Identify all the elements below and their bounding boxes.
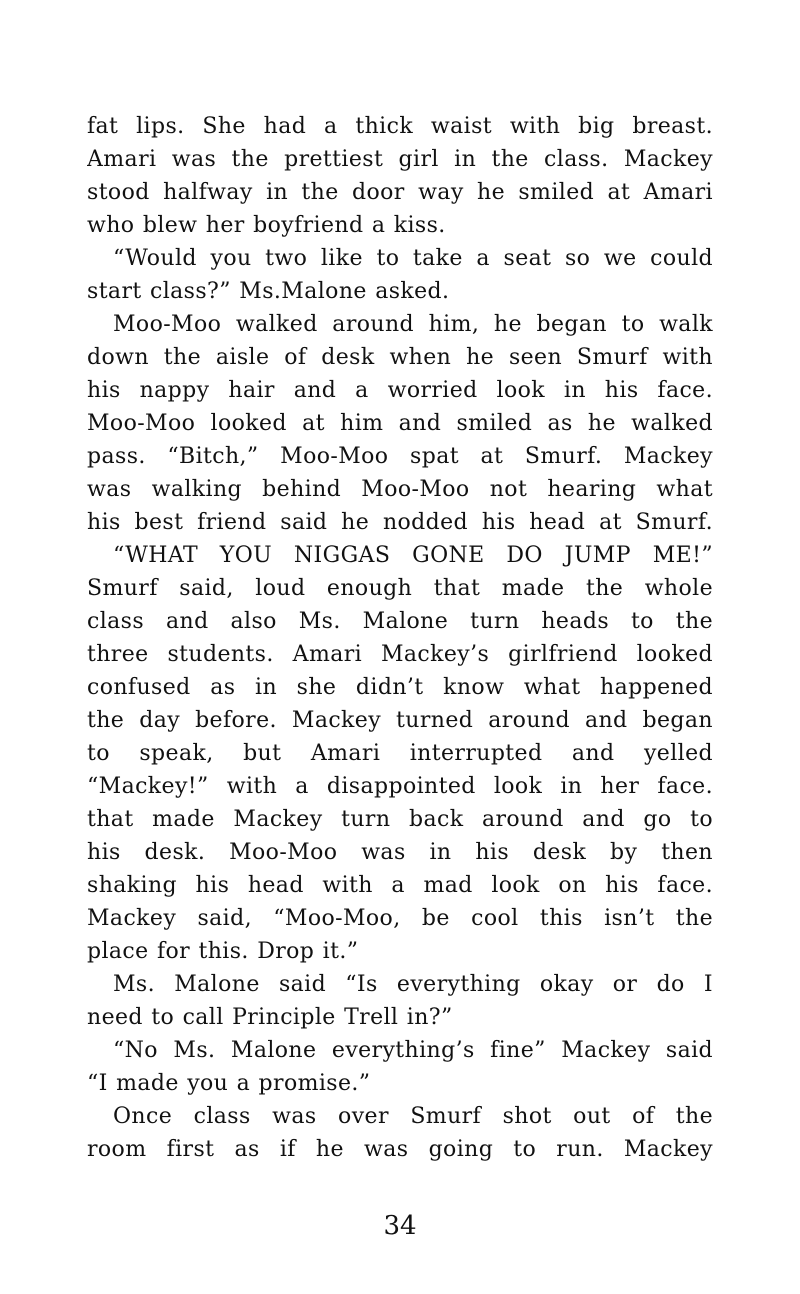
body-text xyxy=(87,110,713,1166)
text-line: to speak, but Amari interrupted and yelled xyxy=(87,741,713,766)
text-line: his best friend said he nodded his head at Smurf. xyxy=(87,510,713,535)
text-line: “I made you a promise.” xyxy=(87,1071,371,1096)
text-line: “No Ms. Malone everything’s fine” Mackey said xyxy=(113,1038,713,1063)
text-line: three students. Amari Mackey’s girlfriend looked xyxy=(87,642,713,667)
text-line: “Mackey!” with a disappointed look in her face. xyxy=(87,774,713,799)
text-line: Ms. Malone said “Is everything okay or do I xyxy=(113,972,713,997)
text-line: room first as if he was going to run. Mackey xyxy=(87,1137,713,1162)
text-line: his desk. Moo-Moo was in his desk by then xyxy=(87,840,713,865)
text-line: down the aisle of desk when he seen Smurf with xyxy=(87,345,713,370)
text-line: confused as in she didn’t know what happened xyxy=(87,675,713,700)
text-line: place for this. Drop it.” xyxy=(87,939,359,964)
text-line: was walking behind Moo-Moo not hearing what xyxy=(87,477,713,502)
text-line: that made Mackey turn back around and go to xyxy=(87,807,713,832)
text-line: Once class was over Smurf shot out of the xyxy=(113,1104,713,1129)
text-line: pass. “Bitch,” Moo-Moo spat at Smurf. Mackey xyxy=(87,444,713,469)
text-line: need to call Principle Trell in?” xyxy=(87,1005,453,1030)
text-line: Moo-Moo walked around him, he began to walk xyxy=(113,312,713,337)
text-line: Amari was the prettiest girl in the class. Mackey xyxy=(87,147,713,172)
text-line: his nappy hair and a worried look in his face. xyxy=(87,378,713,403)
text-line: shaking his head with a mad look on his face. xyxy=(87,873,713,898)
text-line: Smurf said, loud enough that made the whole xyxy=(87,576,713,601)
text-line: stood halfway in the door way he smiled at Amari xyxy=(87,180,713,205)
text-line: the day before. Mackey turned around and began xyxy=(87,708,713,733)
text-line: class and also Ms. Malone turn heads to the xyxy=(87,609,713,634)
page-number: 34 xyxy=(383,1211,417,1241)
text-line: “Would you two like to take a seat so we could xyxy=(113,246,713,271)
text-line: Mackey said, “Moo-Moo, be cool this isn’t the xyxy=(87,906,713,931)
text-line: who blew her boyfriend a kiss. xyxy=(87,213,446,238)
text-line: start class?” Ms.Malone asked. xyxy=(87,279,450,304)
text-line: Moo-Moo looked at him and smiled as he walked xyxy=(87,411,713,436)
text-line: fat lips. She had a thick waist with big breast. xyxy=(87,114,713,139)
text-line: “WHAT YOU NIGGAS GONE DO JUMP ME!” xyxy=(113,543,713,568)
